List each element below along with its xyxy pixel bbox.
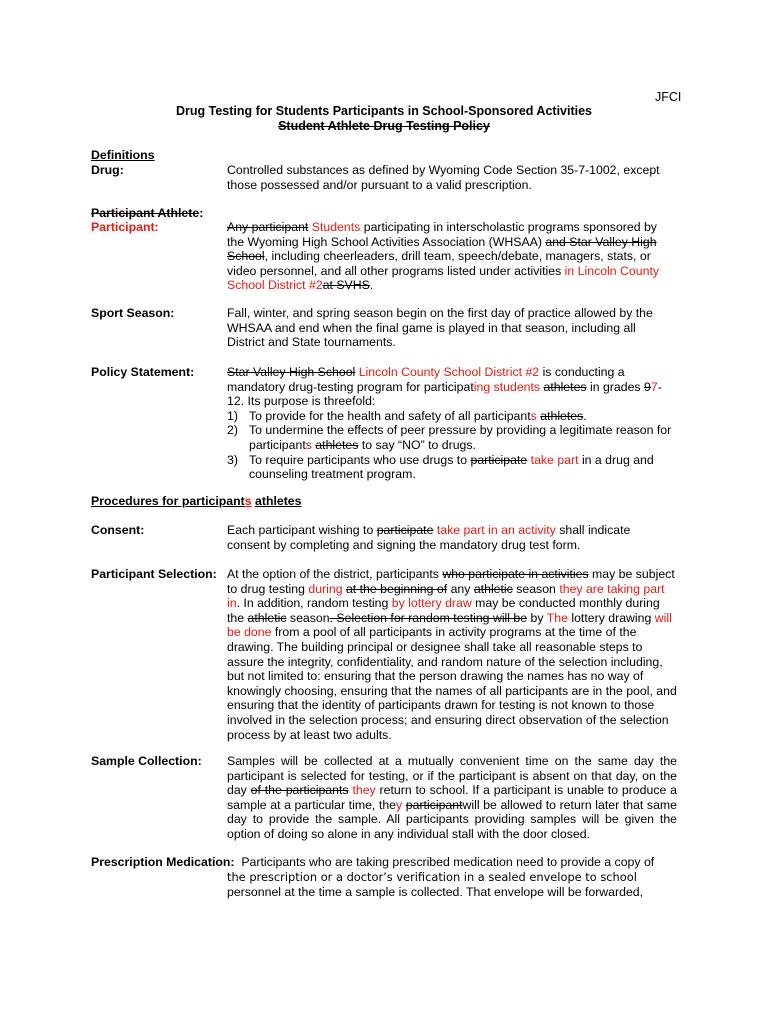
list-item: 3) To require participants who use drugs to participate take part in a drug and counseling treatment program. xyxy=(227,452,654,482)
list-item: 1) To provide for the health and safety of all participants athletes. xyxy=(227,408,587,423)
consent-label: Consent: xyxy=(91,523,145,537)
participant-selection-label: Participant Selection: xyxy=(91,567,217,581)
list-item: 2) To undermine the effects of peer pressure by providing a legitimate reason for participants athletes to say “NO” to drugs. xyxy=(227,423,672,452)
drug-definition: Controlled substances as defined by Wyoming Code Section 35-7-1002, except those possessed and/or pursuant to a valid prescription. xyxy=(227,163,660,192)
definitions-heading: Definitions xyxy=(91,148,155,162)
policy-statement-label: Policy Statement: xyxy=(91,365,195,379)
policy-statement-text: Star Valley High School Lincoln County School District #2 is conducting a mandatory drug-testing program for participating students athletes in grades 97-12. Its purpose is threefold: 1) To provide for the health and safety of all participants athletes. 2) To undermine the effects of peer pressure by providing a legitimate reason for participants athletes to say “NO” to drugs. 3) To require participants who use drugs to participate take part in a drug and counseling treatment program. xyxy=(227,365,675,482)
sport-season-definition: Fall, winter, and spring season begin on the first day of practice allowed by the WHSAA and end when the final game is played in that season, including all District and State tournaments. xyxy=(227,306,653,350)
sample-collection-text: Samples will be collected at a mutually convenient time on the same day the participant is selected for testing, or if the participant is absent on that day, on the day of the participants they return to school. If a participant is unable to produce a sample at a particular time, they participantwill be allowed to return later that same day to provide the sample. All participants providing samples will be given the option of doing so alone in any individual stall with the door closed. xyxy=(227,754,677,841)
purpose-list xyxy=(227,409,675,482)
sample-collection-label: Sample Collection: xyxy=(91,754,202,768)
prescription-line-2: the prescription or a doctor’s verification in a sealed envelope to school xyxy=(227,870,637,884)
document-title: Drug Testing for Students Participants in School-Sponsored Activities xyxy=(175,104,592,118)
prescription-line-3: personnel at the time a sample is collected. That envelope will be forwarded, xyxy=(227,885,644,899)
participant-label: Participant: xyxy=(91,220,159,234)
procedures-heading: Procedures for participants athletes xyxy=(91,494,302,508)
prescription-line-1: Prescription Medication: Participants who are taking prescribed medication need to provide a copy of xyxy=(91,855,655,869)
drug-label: Drug: xyxy=(91,163,124,177)
policy-code: JFCI xyxy=(655,90,682,104)
participant-selection-text: At the option of the district, participants who participate in activities may be subject to drug testing during at the beginning of any athletic season they are taking part in. In addition, random testing by lottery draw may be conducted monthly during the athletic season. Selection for random testing will be by The lottery drawing will be done from a pool of all participants in activity programs at the time of the drawing. The building principal or designee shall take all reasonable steps to assure the integrity, confidentiality, and random nature of the selection including, but not limited to: ensuring that the person drawing the names has no way of knowingly choosing, ensuring that the names of all participants are in the pool, and ensuring that the identity of participants drawn for testing is not known to those involved in the selection process; and ensuring direct observation of the selection process by at least two adults. xyxy=(227,567,677,742)
participant-label-struck: Participant Athlete: xyxy=(91,206,204,220)
sport-season-label: Sport Season: xyxy=(91,306,175,320)
consent-text: Each participant wishing to participate take part in an activity shall indicate consent by completing and signing the mandatory drug test form. xyxy=(227,523,631,552)
participant-definition: Any participant Students participating in interscholastic programs sponsored by the Wyoming High School Activities Association (WHSAA) and Star Valley High School, including cheerleaders, drill team, speech/debate, managers, stats, or video personnel, and all other programs listed under activities in Lincoln County School District #2at SVHS. xyxy=(227,220,660,293)
document-subtitle-struck: Student Athlete Drug Testing Policy xyxy=(278,119,490,133)
